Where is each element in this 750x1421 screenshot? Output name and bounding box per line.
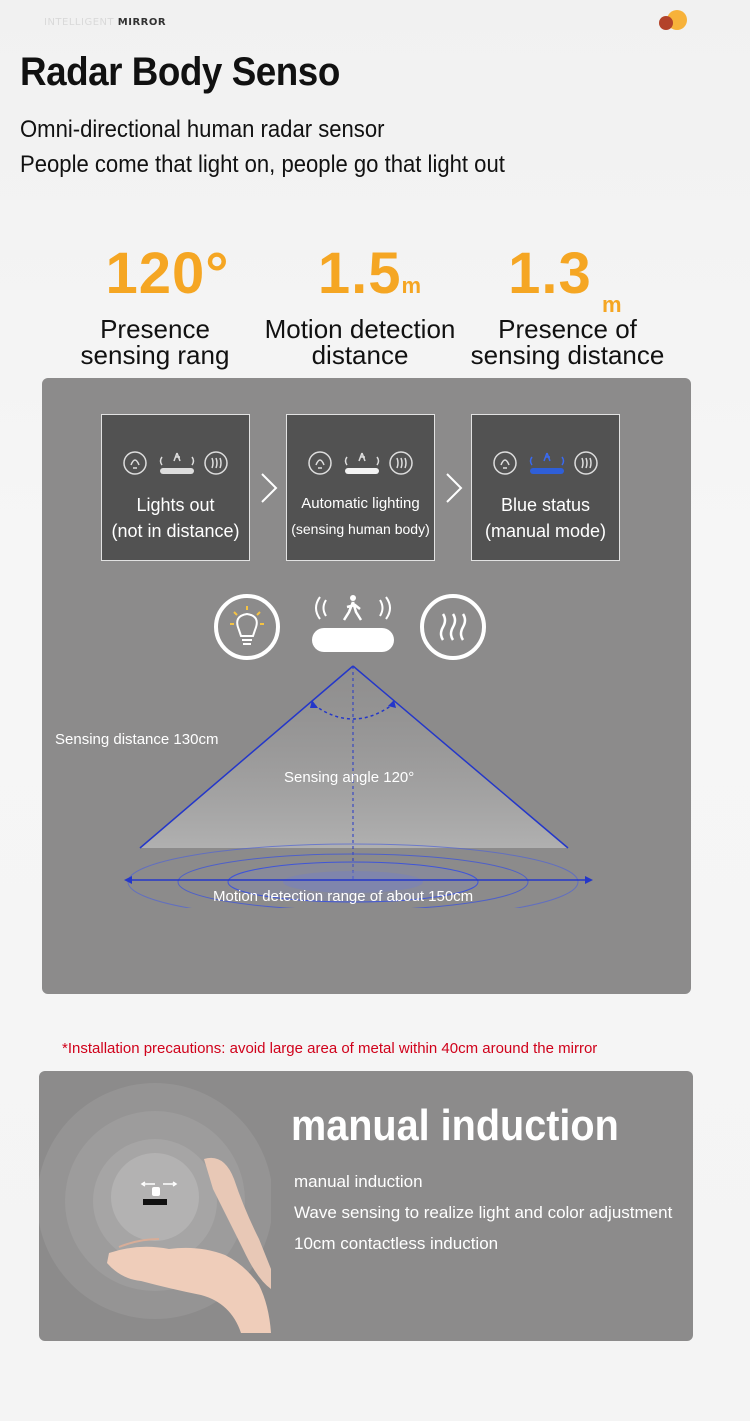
mode-card-line2: (manual mode) <box>484 521 607 541</box>
sensing-angle-label: Sensing angle 120° <box>284 769 415 786</box>
mode-card-line1: Lights out <box>136 495 215 515</box>
stat-motion-value: 1.5m <box>317 241 423 306</box>
manual-line-2: Wave sensing to realize light and color adjustment <box>294 1203 673 1222</box>
subtitle-1: Omni-directional human radar sensor <box>20 116 385 143</box>
manual-induction-panel <box>39 1071 693 1341</box>
manual-line-1: manual induction <box>294 1172 423 1191</box>
installation-warning: *Installation precautions: avoid large area of metal within 40cm around the mirror <box>62 1040 598 1057</box>
manual-induction-title: manual induction <box>291 1101 619 1150</box>
brand-name: MIRROR <box>117 17 167 28</box>
stat-presence-label: Presence of sensing distance <box>470 314 665 370</box>
stat-angle-value: 120° <box>105 241 230 306</box>
brand-wordmark <box>44 17 166 28</box>
mode-card-lights-out <box>101 414 250 561</box>
stat-angle-label: Presence sensing rang <box>80 314 230 370</box>
stat-presence-value: 1.3 <box>508 241 592 306</box>
mode-card-line1: Automatic lighting <box>301 495 420 512</box>
card-icons <box>287 443 436 503</box>
motion-range-label: Motion detection range of about 150cm <box>213 888 474 905</box>
mode-card-auto-lighting <box>286 414 435 561</box>
mode-card-blue-status <box>471 414 620 561</box>
card-icons <box>102 443 251 503</box>
radar-panel <box>42 378 691 994</box>
radar-person-icon <box>308 592 398 654</box>
mode-card-line1: Blue status <box>500 495 591 515</box>
mode-card-line2: (sensing human body) <box>291 521 430 537</box>
card-icons <box>472 443 621 503</box>
chevron-right-icon <box>258 470 282 515</box>
brand-prefix: INTELLIGENT <box>44 17 118 28</box>
sensing-distance-label: Sensing distance 130cm <box>55 731 219 748</box>
logo-dots-icon <box>659 10 691 34</box>
hand-wave-icon <box>39 1071 271 1341</box>
mode-card-line2: (not in distance) <box>111 521 240 541</box>
subtitle-2: People come that light on, people go that light out <box>20 151 505 178</box>
chevron-right-icon <box>443 470 467 515</box>
page-title: Radar Body Senso <box>20 50 340 94</box>
manual-line-3: 10cm contactless induction <box>294 1234 499 1253</box>
stat-presence-unit: m <box>602 292 622 317</box>
stat-motion-label: Motion detection distance <box>264 314 456 370</box>
